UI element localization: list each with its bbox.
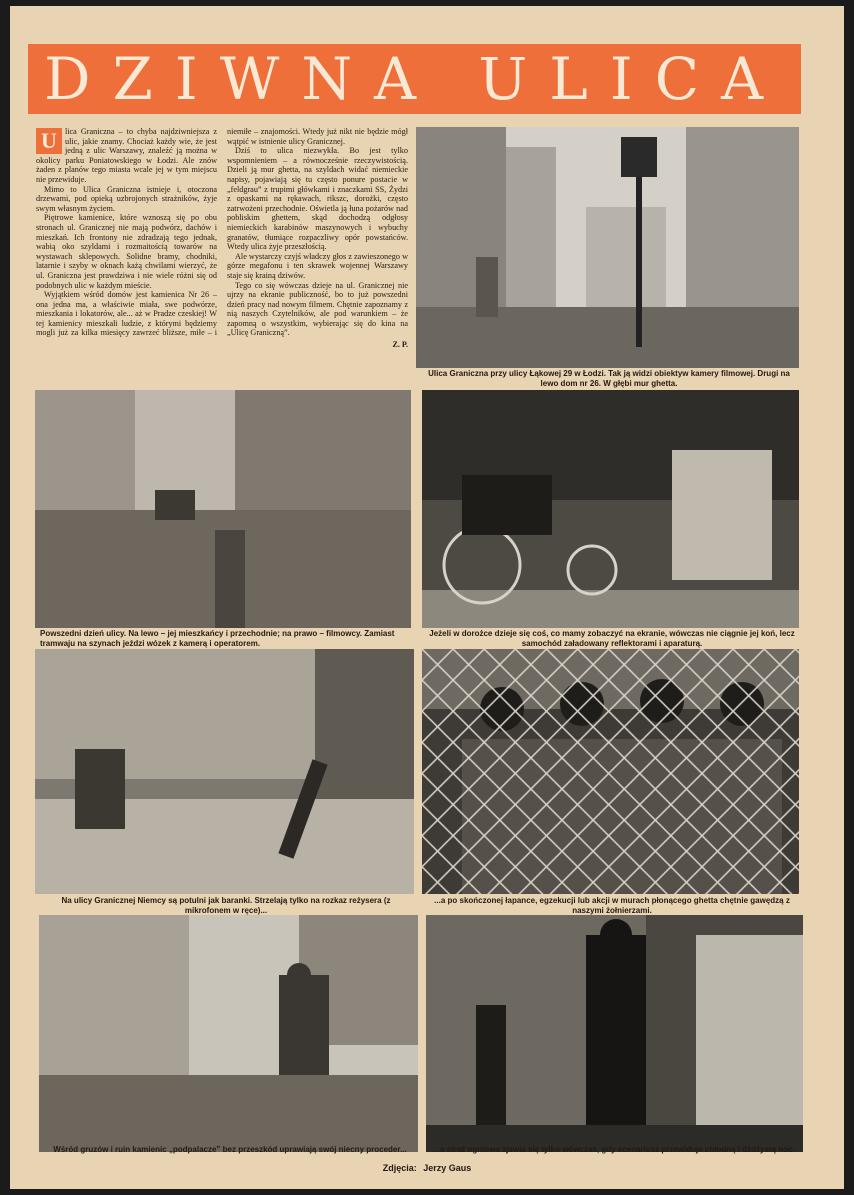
page-title: DZIWNA ULICA: [44, 45, 785, 113]
article-text: [36, 127, 408, 389]
photo-carriage: [422, 390, 799, 628]
article-paragraph: U lica Graniczna – to chyba najdziwniejsza z ulic, jakie znamy. Chociaż każdy wie, że jest jedną z ulic Warszawy, znaleźć ją można w okolicy parku Poniatowskiego w Łodzi. Ale znów żaden z planów tego miasta wcale jej w tym miejscu nie przewiduje.: [36, 127, 217, 184]
photo-caption: Ulica Graniczna przy ulicy Łąkowej 29 w Łodzi. Tak ją widzi obiektyw kamery filmowej. Drugi na lewo dom nr 26. W głębi mur ghetta.: [428, 369, 790, 388]
photo-caption: ...a po skończonej łapance, egzekucji lub akcji w murach płonącego ghetta chętnie gawędzą z naszymi żołnierzami.: [434, 896, 790, 915]
credit-author: Jerzy Gaus: [423, 1163, 472, 1173]
photo-arsonist-rubble: [39, 915, 418, 1152]
article-paragraph: Dziś to ulica niezwykła. Bo jest tylko wspomnieniem – a równocześnie rzeczywistością. Dzieli ją mur ghetta, na szyldach widać niemieckie napisy, pojawiają się tu często ponure postacie w „feldgrau” z trupimi główkami i znaczkami SS, Żydzi z opaskami na rękawach, rikszc, dorożki, często zatrwożeni przechodnie. Oświetla ją łuna pożarów nad pobliskim ghettem, skąd dochodzą odgłosy niemieckich karabinów maszynowych i wybuchy granatów, tłumiące rozpaczliwy opór powstańców. Wtedy ulica żyje przeszłością.: [227, 146, 408, 252]
photo-street-lamp: [416, 127, 799, 368]
article-paragraph: Tego co się wówczas dzieje na ul. Granicznej nie ujrzy na ekranie publiczność, bo to już powszedni dzień pracy nad nowym filmem. Chętnie zapoznamy z nią naszych Czytelników, ale pod warunkiem – że zapomną o wszystkim, wybierając się do kina na „Ulicę Graniczną”.: [227, 280, 408, 338]
photo-film-crew-street: [35, 390, 411, 628]
photo-caption: Na ulicy Granicznej Niemcy są potulni jak baranki. Strzelają tylko na rozkaz reżysera (z mikrofonem w ręce)...: [61, 896, 391, 915]
photo-firemen-night: [426, 915, 803, 1152]
article-signature: Z. P.: [392, 340, 408, 350]
photo-caption: Jeżeli w dorożce dzieje się coś, co mamy zobaczyć na ekranie, wówczas nie ciągnie jej koń, lecz samochód załadowany reflektorami i aparaturą.: [429, 629, 795, 648]
photo-ruins-shooting: [35, 649, 414, 894]
photo-credit: [10, 1163, 844, 1173]
article-paragraph: Ale wystarczy czyjś władczy głos z zawieszonego w górze megafonu i ten skrawek wojennej Warszawy staje się krainą dziwów.: [227, 251, 408, 280]
photo-caption: ...a straż ogniowa zjawia się tylko wówczas, gdy scenariusz przewiduje chłodną i dżdżystą noc.: [433, 1145, 795, 1154]
article-paragraph: Piętrowe kamienice, które wznoszą się po obu stronach ul. Granicznej nie mają podwórz, dachów i mieszkań. Ich frontony nie zdradzają tego jednak, wabią oko szyldami i rozmaitością towarów na wystawach sklepowych. Solidne bramy, chodniki, latarnie i szyby w oknach każą chwilami wierzyć, że ul. Graniczna jest prawdziwa i nie wiele różni się od podobnych ulic w każdym mieście.: [36, 213, 217, 290]
title-banner: [28, 44, 801, 114]
drop-cap: U: [36, 128, 62, 154]
credit-label: Zdjęcia:: [382, 1163, 417, 1173]
photo-caption: Powszedni dzień ulicy. Na lewo – jej mieszkańcy i przechodnie; na prawo – filmowcy. Zamiast tramwaju na szynach jeździ wózek z kamerą i operatorem.: [40, 629, 395, 648]
photo-caption: Wśród gruzów i ruin kamienic „podpalacze” bez przeszkód uprawiają swój niecny proceder...: [53, 1145, 407, 1154]
article-paragraph: Mimo to Ulica Graniczna istnieje i, otoczona drzewami, pod opieką uzbrojonych strażników, żyje swym własnym życiem.: [36, 184, 217, 213]
photo-soldiers-fence: [422, 649, 799, 894]
magazine-page: [10, 6, 844, 1189]
article-paragraph: Wyjątkiem wśród domów jest kamienica Nr 26 – ona jedna ma, a właściwie miała, swe podwórze, mieszkania i lokatorów, ale... aż w Pradze czeskiej! W tej kamienicy mieszkali ludzie, z którymi będziemy mogli już za kilka miesięcy zawrzeć bliższe, miłe – i niemiłe – znajomości. Wtedy już nikt nie będzie mógł wątpić w istnienie ulicy Granicznej.: [36, 127, 408, 338]
